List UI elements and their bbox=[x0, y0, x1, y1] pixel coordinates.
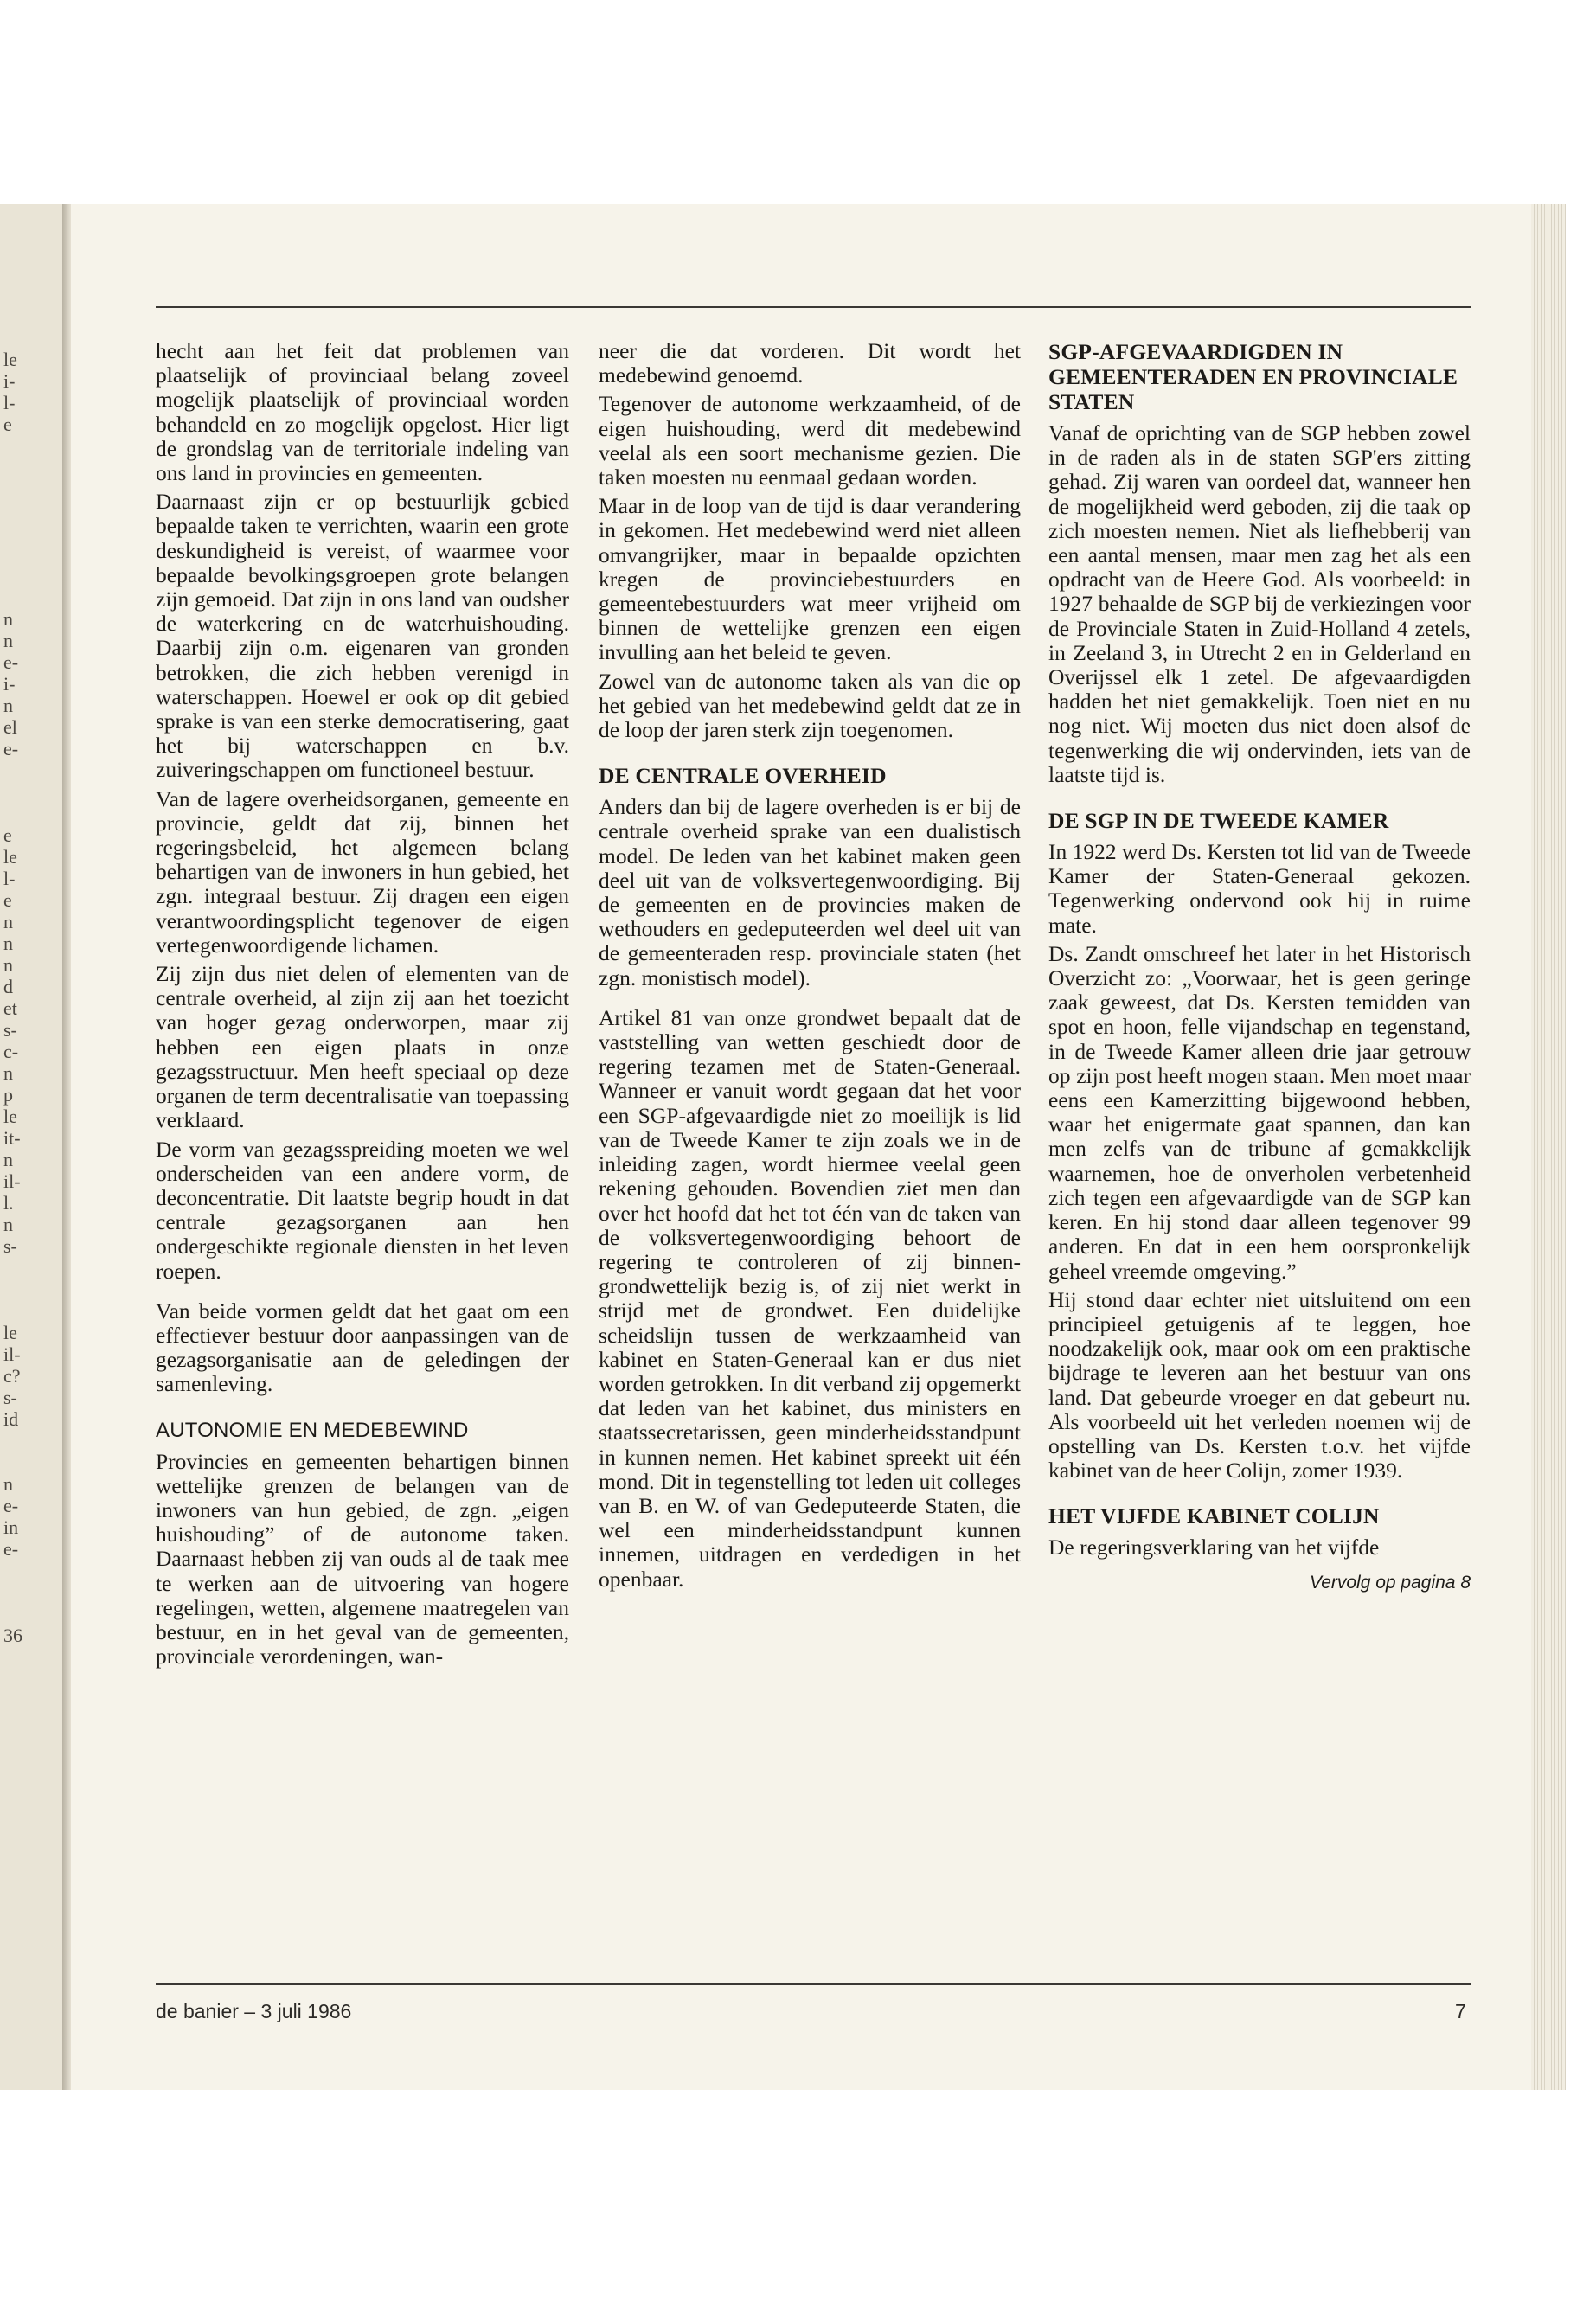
gutter-fragment: s- bbox=[3, 1235, 17, 1257]
gutter-fragment: il- bbox=[3, 1343, 21, 1365]
gutter-fragment: p bbox=[3, 1084, 13, 1106]
footer-page-number: 7 bbox=[1455, 2000, 1466, 2022]
col1-paragraph: hecht aan het feit dat problemen van plaatselijk of provinciaal belang zoveel mogelijk plaatselijk of provinciaal worden behandeld en zo mogelijk opgelost. Hier ligt de grondslag van de territoriale indeling van ons land in provincies en gemeenten. bbox=[156, 338, 569, 486]
gutter-fragment: d bbox=[3, 976, 13, 997]
col2-paragraph: Artikel 81 van onze grondwet bepaalt dat de vaststelling van wetten geschiedt door de regering tezamen met de Staten-Generaal. Wanneer er vanuit wordt gegaan dat het voor een SGP-afgevaardigde niet zo moeilijk is lid van de Tweede Kamer te zijn zoals we in de inleiding zagen, wordt hiermee veelal geen rekening gehouden. Bovendien ziet men dan over het hoofd dat het tot één van de taken van de volksvertegenwoordiging behoort de regering te controleren of zij binnen-grondwettelijk bezig is, of zij niet werkt in strijd met de grondwet. Een duidelijke scheidslijn tussen de werkzaamheid van kabinet en Staten-Generaal kan er dus niet worden getrokken. In dit verband zij opgemerkt dat leden van het kabinet, dus ministers en staatssecretarissen, geen minderheidsstandpunt in kunnen nemen. Het kabinet spreekt uit één mond. Dit in tegenstelling tot leden uit colleges van B. en W. of van Gedeputeerde Staten, die wel een minderheidsstandpunt kunnen innemen, uitdragen en verdedigen in het openbaar. bbox=[599, 1004, 1021, 1592]
col2-paragraph: Maar in de loop van de tijd is daar verandering in gekomen. Het medebewind werd niet alleen omvangrijker, maar in bepaalde opzichten kregen de provinciebestuurders en gemeentebestuurders wat meer vrijheid om binnen de wettelijke grenzen een eigen invulling aan het beleid te geven. bbox=[599, 493, 1021, 665]
col2-paragraph: neer die dat vorderen. Dit wordt het medebewind genoemd. bbox=[599, 338, 1021, 388]
gutter-fragment: s- bbox=[3, 1387, 17, 1408]
gutter-fragment: e- bbox=[3, 738, 19, 760]
col2-paragraph: Tegenover de autonome werkzaamheid, of de eigen huishouding, werd dit medebewind veelal als een soort mechanisme gezien. Die taken moesten nu eenmaal gedaan worden. bbox=[599, 391, 1021, 490]
col3-paragraph: In 1922 werd Ds. Kersten tot lid van de Tweede Kamer der Staten-Generaal gekozen. Tegenwerking ondervond ook hij in ruime mate. bbox=[1048, 839, 1471, 938]
page-edge-stack bbox=[1531, 204, 1566, 2090]
gutter-fragment: e bbox=[3, 824, 12, 846]
col3-paragraph: Ds. Zandt omschreef het later in het Historisch Overzicht zo: „Voorwaar, het is geen geringe zaak geweest, dat Ds. Kersten temidden van spot en hoon, felle vijandschap en tegenstand, in de Tweede Kamer alleen drie jaar getrouw op zijn post heeft mogen staan. Men moet maar eens een Kamerzitting bijgewoond hebben, waar het enigermate gaat spannen, dan kan men zelfs van de tribune af gemakkelijk waarnemen, hoe de onverholen verbetenheid zich tegen een afgevaardigde van de SGP kan keren. En hij stond daar alleen tegenover 99 anderen. En dat in een hem oorspronkelijk geheel vreemde omgeving.” bbox=[1048, 940, 1471, 1284]
heading-sgp-afgevaardigden: SGP-AFGEVAARDIGDEN IN GEMEENTERADEN EN PROVINCIALE STATEN bbox=[1048, 339, 1458, 414]
gutter-fragment: le bbox=[3, 846, 17, 868]
gutter-fragment: c- bbox=[3, 1041, 19, 1062]
gutter-fragment: l- bbox=[3, 392, 16, 413]
gutter-fragment: e- bbox=[3, 1495, 19, 1516]
gutter-fragment: le bbox=[3, 1106, 17, 1127]
gutter-fragment: e- bbox=[3, 1538, 19, 1560]
gutter-fragment: id bbox=[3, 1408, 19, 1430]
column-2 bbox=[599, 339, 1021, 1596]
heading-de-centrale-overheid: DE CENTRALE OVERHEID bbox=[599, 763, 887, 789]
bottom-rule bbox=[156, 1983, 1471, 1985]
gutter-fragment: l. bbox=[3, 1192, 14, 1214]
col1-paragraph: De vorm van gezagsspreiding moeten we wel onderscheiden van een andere vorm, de deconcentratie. Dit laatste begrip houdt in dat centrale gezagsorganen aan hen ondergeschikte regionale diensten in het leven roepen. bbox=[156, 1136, 569, 1284]
column-1 bbox=[156, 339, 569, 1673]
gutter-fragment: it- bbox=[3, 1127, 21, 1149]
col1-paragraph: Daarnaast zijn er op bestuurlijk gebied bepaalde taken te verrichten, waarin een grote deskundigheid is vereist, of waarmee voor bepaalde bevolkingsgroepen grote belangen zijn gemoeid. Dat zijn in ons land van oudsher de waterkering en de waterhuishouding. Daarbij zijn o.m. eigenaren van gronden betrokken, die zich hebben verenigd in waterschappen. Hoewel er ook op dit gebied sprake is van een sterke democratisering, gaat het bij waterschappen en b.v. zuiveringschappen om functioneel bestuur. bbox=[156, 489, 569, 783]
continued-on-page-8: Vervolg op pagina 8 bbox=[1309, 1572, 1471, 1593]
gutter-fragment: i- bbox=[3, 370, 16, 392]
gutter-fragment: el bbox=[3, 716, 17, 738]
gutter-fragment: in bbox=[3, 1516, 19, 1538]
gutter-fragment: n bbox=[3, 911, 13, 933]
previous-page-gutter bbox=[0, 204, 71, 2090]
col1-paragraph: Van beide vormen geldt dat het gaat om een effectiever bestuur door aanpassingen van de gezagsorganisatie aan de geledingen der samenleving. bbox=[156, 1298, 569, 1397]
gutter-fragment: l- bbox=[3, 868, 16, 889]
gutter-fragment: n bbox=[3, 630, 13, 651]
col3-paragraph: Vanaf de oprichting van de SGP hebben zowel in de raden als in de staten SGP'ers zitting gehad. Zij waren van oordeel dat, wanneer hen de mogelijkheid werd geboden, zij die taak op zich moesten nemen. Niet als liefhebberij van een aantal mensen, maar men zag het als een opdracht van de Heere God. Als voorbeeld: in 1927 behaalde de SGP bij de verkiezingen voor de Provinciale Staten in Zuid-Holland 4 zetels, in Zeeland 3, in Utrecht 2 en in Gelderland en Overijssel elk 1 zetel. De afgevaardigden hadden het niet gemakkelijk. Toen niet en nu nog niet. Wij moeten dus niet doen alsof de tegenwerking die wij ondervinden, iets van de laatste tijd is. bbox=[1048, 420, 1471, 787]
col2-paragraph: Anders dan bij de lagere overheden is er bij de centrale overheid sprake van een dualistisch model. De leden van het kabinet maken geen deel uit van de volksvertegenwoordiging. Bij de gemeenten en de provincies maken de wethouders en gedeputeerden wel deel uit van de gemeenteraden resp. provinciale staten (het zgn. monistisch model). bbox=[599, 794, 1021, 990]
gutter-fragment: n bbox=[3, 695, 13, 716]
column-3 bbox=[1048, 339, 1471, 1595]
col1-paragraph: Provincies en gemeenten behartigen binnen wettelijke grenzen de belangen van de inwoners van hun gebied, de zgn. „eigen huishouding” of de autonome taken. Daarnaast hebben zij van ouds al de taak mee te werken aan de uitvoering van hogere regelingen, wetten, algemene maatregelen van bestuur, en in het geval van de gemeenten, provinciale verordeningen, wan- bbox=[156, 1448, 569, 1670]
col3-paragraph: Hij stond daar echter niet uitsluitend om een principieel getuigenis af te leggen, hoe noodzakelijk ook, maar ook om een praktische bijdrage te leveren aan het bestuur van ons land. Dat gebeurde vroeger en dat gebeurt nu. Als voorbeeld uit het verleden noemen wij de opstelling van Ds. Kersten t.o.v. het vijfde kabinet van de heer Colijn, zomer 1939. bbox=[1048, 1286, 1471, 1484]
gutter-fragment: n bbox=[3, 1214, 13, 1235]
gutter-fragment: n bbox=[3, 608, 13, 630]
gutter-fragment: i- bbox=[3, 673, 16, 695]
gutter-fragment: il- bbox=[3, 1170, 21, 1192]
gutter-fragment: c? bbox=[3, 1365, 21, 1387]
gutter-fragment: n bbox=[3, 933, 13, 954]
gutter-fragment: n bbox=[3, 1062, 13, 1084]
col2-paragraph: Zowel van de autonome taken als van die op het gebied van het medebewind geldt dat ze in de loop der jaren sterk zijn toegenomen. bbox=[599, 668, 1021, 743]
top-rule bbox=[156, 306, 1471, 308]
col3-paragraph: De regeringsverklaring van het vijfde bbox=[1048, 1535, 1380, 1561]
gutter-fragment: 36 bbox=[3, 1625, 22, 1646]
gutter-fragment: e- bbox=[3, 651, 19, 673]
gutter-fragment: e bbox=[3, 413, 12, 435]
gutter-fragment: le bbox=[3, 1322, 17, 1343]
gutter-fragment: s- bbox=[3, 1019, 17, 1041]
heading-autonomie-en-medebewind: AUTONOMIE EN MEDEBEWIND bbox=[156, 1418, 469, 1442]
gutter-fragment: le bbox=[3, 349, 17, 370]
heading-vijfde-kabinet-colijn: HET VIJFDE KABINET COLIJN bbox=[1048, 1503, 1380, 1529]
heading-sgp-tweede-kamer: DE SGP IN DE TWEEDE KAMER bbox=[1048, 808, 1389, 834]
gutter-fragment: et bbox=[3, 997, 17, 1019]
footer-publication-date: de banier – 3 juli 1986 bbox=[156, 2000, 352, 2022]
gutter-fragment: n bbox=[3, 1473, 13, 1495]
col1-paragraph: Zij zijn dus niet delen of elementen van de centrale overheid, al zijn zij aan het toezicht van hoger gezag onderworpen, maar zij hebben een eigen plaats in onze gezagsstructuur. Men heeft speciaal op deze organen de term decentralisatie van toepassing verklaard. bbox=[156, 961, 569, 1133]
gutter-fragment: e bbox=[3, 889, 12, 911]
col1-paragraph: Van de lagere overheidsorganen, gemeente en provincie, geldt dat zij, binnen het regeringsbeleid, het algemeen belang behartigen van de inwoners in hun gebied, het zgn. integraal bestuur. Zij dragen een eigen verantwoordingsplicht tegenover de eigen vertegenwoordigende lichamen. bbox=[156, 785, 569, 958]
gutter-fragment: n bbox=[3, 1149, 13, 1170]
gutter-fragment: n bbox=[3, 954, 13, 976]
